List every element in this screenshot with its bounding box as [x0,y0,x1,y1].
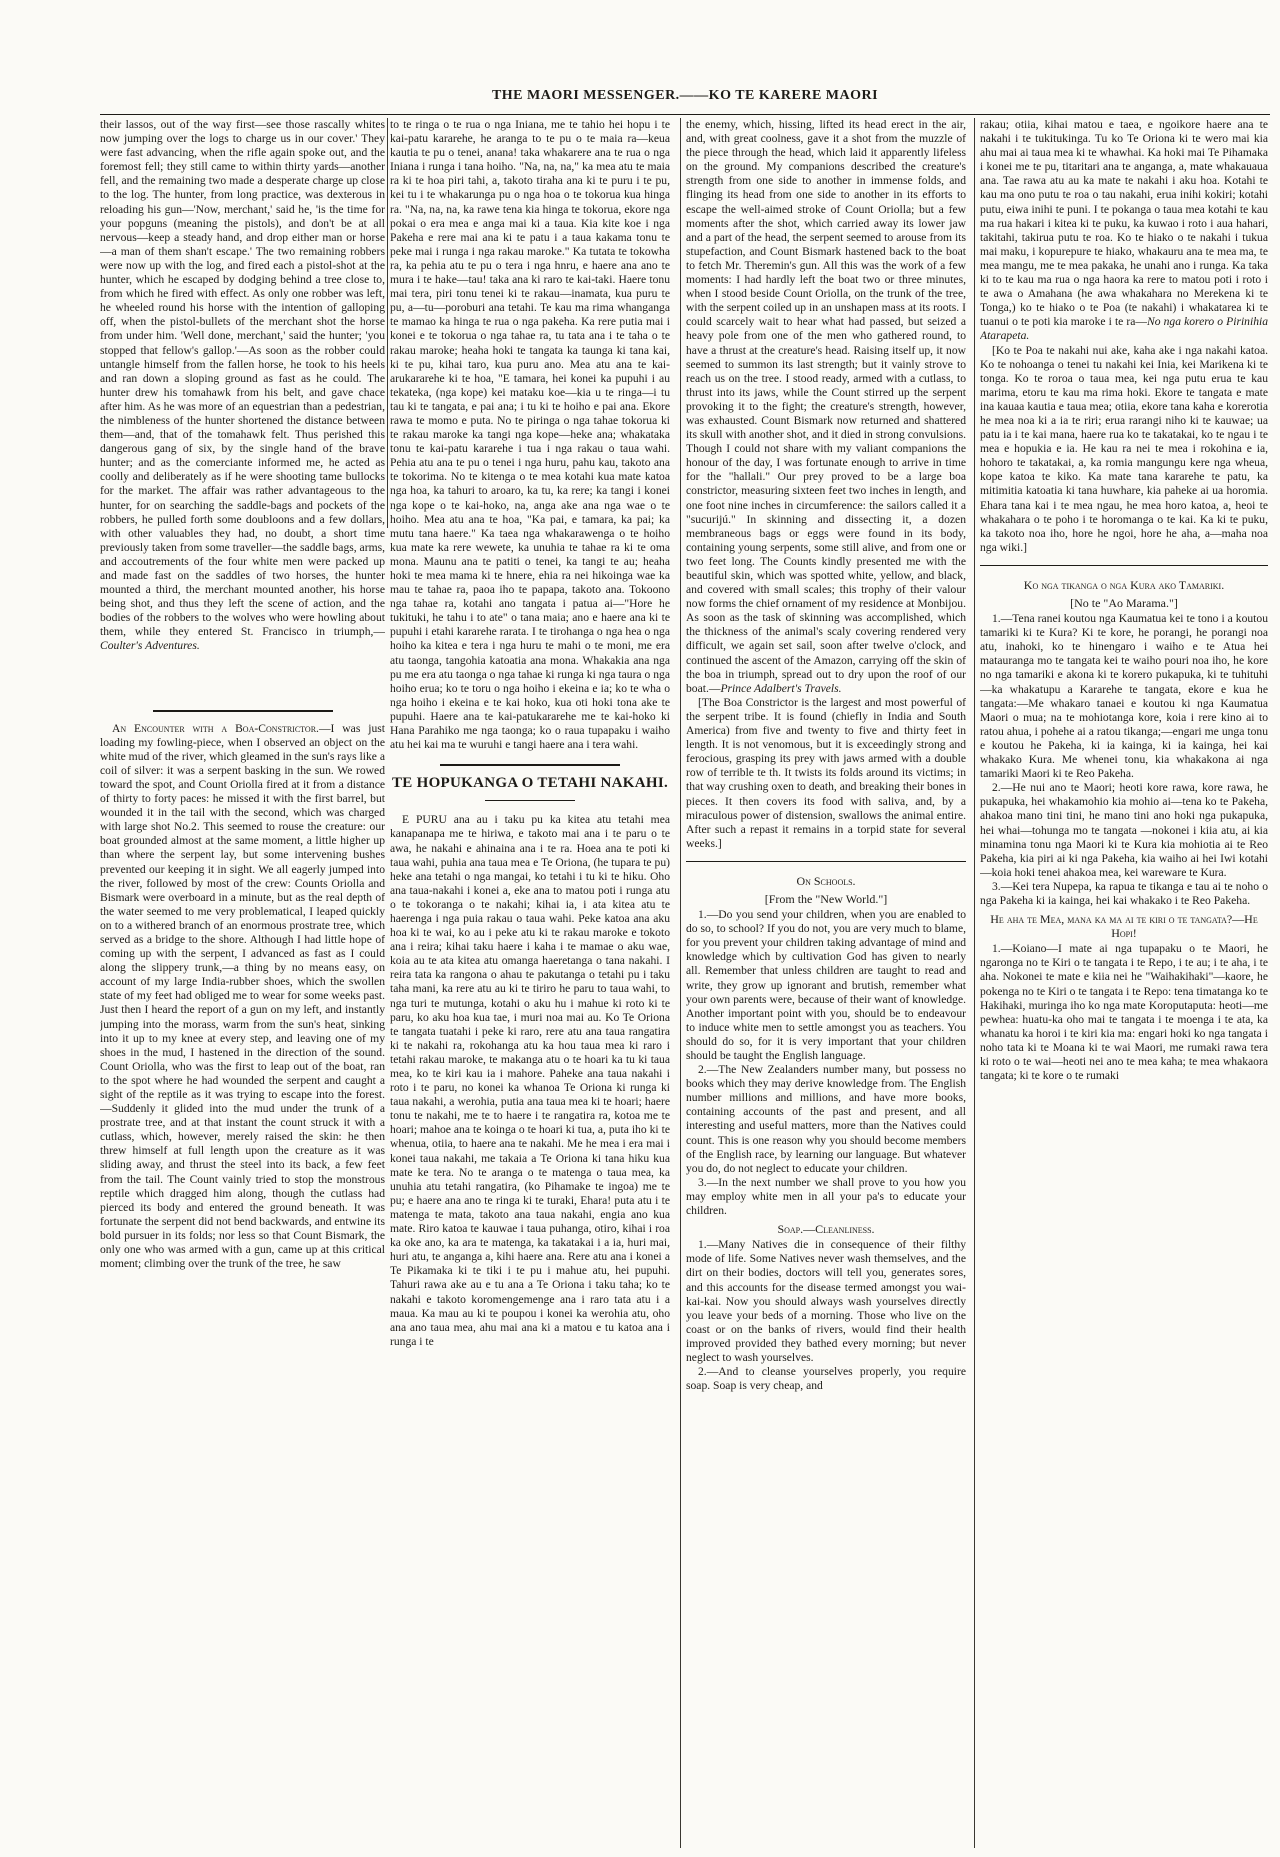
article-source: No nga korero o Pirinihia Atarapeta. [980,315,1268,343]
article-paragraph: 2.—The New Zealanders number many, but possess no books which they may derive knowledge from. The English number millions and millions, and have more books, containing accounts of the past and present, and all interesting and useful matters, more than the Natives could count. This is one reason why you should become members of the English race, by learning our language. But whatever you do, do not neglect to educate your children. [686,1063,966,1175]
article-paragraph: E PURU ana au i taku pu ka kitea atu tetahi mea kanapanapa me te hiriwa, e takoto mai ana i te paru o te awa, he nakahi e ahinaina ana i te ra. Hoea ana te poti ki taua wahi, puhia ana taua mea e Te Oriona, (he tupara te pu) heke ana tetahi o nga mangai, ko tetahi i tu ki te hiku. Oho ana taua-nakahi i konei a, eke ana to matou poti i runga atu o te tokoranga o te nakahi; kihai ia, i ata kitea atu te haerenga i nga puia rakau o taua wahi. Peke katoa ana aku hoa ki te wai, ko au i peke atu ki te rakau maroke e tokoto ana i reira; kihai taku haere i kaha i te mamae o aku wae, koia au te ata kitea atu omanga haeretanga o tana nakahi. I reira tata ka rangona o ahau te pakutanga o tetahi pu i taku taha mani, ka rere atu au ki te tiriro he paru to taua wahi, to nga turi te mutunga, kotahi o aku hu i mahue ki roto ki te paru, ko aku hoa kua tae, i muri noa mai au. Ko Te Oriona te tangata tuatahi i peke ki raro, rere atu ana taua rangatira ki te nakahi ra, rokohanga atu ka hou taua mea ki raro i tetahi rakau maroke, te makanga atu o te hoari ka tu ki taua mea, ko te kiri kau ia i mahore. Paheke ana taua nakahi i roto i te paru, no konei ka whanoa Te Oriona ki runga ki taua nakahi, a werohia, putia ana taua mea ki te hoari; haere tonu te nakahi, me te to haere i te rangatira ra, kotoa me te hoari; mahoe ana te koinga o te hoari ki tua, a, puta iho ki te whenua, otiia, to haere ana te nakahi. Me he mea i era mai i konei taua nakahi, me takaia a Te Oriona ki tana hiku kua mate ke tera. No te aranga o te matenga o taua mea, ka unuhia atu tetahi rangatira, (ko Pihamake te ingoa) me te pu; e haere ana ano te ringa ki te turaki, Ehara! puta atu i te matenga te mata, takoto ana taua nakahi, engia ano kua mate. Riro katoa te kauwae i taua puhanga, otiro, kihai i roa ka oke ano, ka ara te matenga, ka takatakai i a ia, huri mai, huri atu, te anganga a, kihi haere ana. Rere atu ana i konei a Te Pikamaka ki te tiki i te pu i mahue atu, hei pupuhi. Tahuri rawa ake au e tu ana a Te Oriona i taku taha; ko te nakahi e takoto koromengemenge ana i raro tata atu i a maua. Ka mau au ki te poupou i konei ka werohia atu, oho ana ano taua mea, ahu mai ana ki a matou e tu katoa ana i runga i te [390,813,670,1348]
article-paragraph: 1.—Many Natives die in consequence of their filthy mode of life. Some Natives never wash themselves, and the dirt on their bodies, doctors will tell you, generates sores, and this accounts for the disease termed amongst you wai-kai-kai. Now you should always wash yourselves directly you leave your beds of a morning. Those who live on the coast or on the banks of rivers, would find their health improved provided they bathed every morning; but never neglect to wash yourselves. [686,1238,966,1364]
spacer [100,654,385,698]
article-source: Prince Adalbert's Travels. [720,681,842,695]
page-header: THE MAORI MESSENGER.——KO TE KARERE MAORI [100,88,1270,115]
heading-rule [485,800,575,801]
article-paragraph: 2.—And to cleanse yourselves properly, you require soap. Soap is very cheap, and [686,1365,966,1393]
column-2 [390,118,670,1848]
article-paragraph: —I was just loading my fowling-piece, when I observed an object on the white mud of the river, which gleamed in the sun's rays like a coil of silver: it was a serpent basking in the sun. We rowed toward the spot, and Count Oriolla fired at it from a distance of thirty to forty paces: he missed it with the first barrel, but wounded it in the tail with the second, which was charged with large shot No.2. This seemed to rouse the creature: our boat grounded almost at the same moment, a little higher up than where the serpent lay, but some intervening bushes prevented our keeping it in sight. We all eagerly jumped into the river, followed by most of the crew: Counts Oriolla and Bismark were overboard in a minute, but as the real depth of the water seemed to me very problematical, I leaped quickly on to a withered branch of an enormous prostrate tree, which served as a bridge to the shore. Although I had little hope of coming up with the serpent, I advanced as fast as I could along the slippery trunk,—a thing by no means easy, on account of my large India-rubber shoes, which the swollen state of my feet had obliged me to wear for some weeks past. Just then I heard the report of a gun on my left, and instantly jumping into the morass, warm from the sun's heat, sinking into it up to my knee at every step, and leaving one of my shoes in the mud, I hastened in the direction of the sound. Count Oriolla, who was the first to leap out of the boat, ran to the spot where he had wounded the serpent and caught a sight of the reptile as it was trying to escape into the forest.—Suddenly it glided into the mud under the trunk of a prostrate tree, and at that instant the count struck it with a cutlass, which, however, merely raised the skin: he then threw himself at full length upon the creature as it was sliding away, and thrust the steel into its back, a few feet from the tail. The Count vainly tried to stop the monstrous reptile which dragged him along, though the cutlass had pierced its body and entered the ground beneath. It was fortunate the serpent did not bend backwards, and entwine its bold pursuer in its folds; nor less so that Count Bismark, the only one who was armed with a gun, came up at this critical moment; climbing over the trunk of the tree, he saw [100,721,385,1271]
article-text [980,118,1268,344]
column-4 [980,118,1268,1848]
article-paragraph: 3.—In the next number we shall prove to you how you may employ white men in all your pa's to educate your children. [686,1175,966,1218]
column-rule [974,118,975,1848]
article-heading: TE HOPUKANGA O TETAHI NAKAHI. [391,775,669,792]
column-rule [387,118,388,528]
article-paragraph: 1.—Koiano—I mate ai nga tupapaku o te Maori, he ngaronga no te Kiri o te tangata i te Repo, i te au; i te aha, i te aha. Nokonei te mate e kiia nei he "Waihakihaki"—kaore, he pokenga no te Kiri o te tangata i te Repo: tena timatanga ko te Hakihaki, muringa iho ko nga mate Koroputaputa: heoti—me pewhea: huatu-ka oho mai te tangata i te moenga i te ata, ka whanatu ka horoi i te kiri kia ma: engari hoki ko nga tangata i noho tata ki te Moana ki te wai Maori, me rumaki rawa tera ki roto o te wai—heoti nei ano te mea kaha; te mea whakaora tangata; ki te kore o te rumaki [980,942,1268,1083]
section-source: [From the "New World."] [764,891,888,906]
article-paragraph: 1.—Tena ranei koutou nga Kaumatua kei te tono i a koutou tamariki ki te Kura? Ki te kore, he porangi, he porangi noa atu, inahoki, ko te hinengaro i waiho e te Atua hei matauranga mo te tangata kei te waiho pouri noa iho, he kore no nga tamariki e akona ki te korero pukapuka, ki te tuhituhi —ka whakatupu a Kararehe te tangata, ekore e kua he tangata:—Me whakaro tanaei e koutou ki nga Kaumatua Maori o mua; na te mohiotanga kore, koia i rere kino ai to ratou ahua, i pohehe ai a ratou tikanga;—engari me unga tonu e koutou he Pakeha, ki ia kainga, ki ia kainga, hei kai whakako Kura. Me whenei tonu, kia whakakona ai nga tamariki Maori ki te Reo Pakeha. [980,612,1268,781]
article-separator [980,565,1268,566]
section-heading: On Schools. [796,873,856,888]
article-text [686,118,966,696]
section-heading: He aha te Mea, mana ka ma ai te kiri o te tangata?—He Hopi! [990,912,1258,941]
editorial-note: [Ko te Poa te nakahi nui ake, kaha ake i nga nakahi katoa. Ko te nohoanga o tenei tu nakahi kei Inia, kei Marikena ki te tonga. Ko te roroa o taua mea, kei nga putu erua te kau marima, etoru te kau ma rima hoki. Ekore te tangata e mate ina kauaa kautia e taua mea; otiia, ekore tana kaha e korerotia he mea noa ki a ia te riri; erua rarangi niho ki te kauwae; ua patu ia i te kai mana, haere rua ko te takatakai, ko te ngau i te mea e hopukia e ia. He kau ra nei te mea i rokohina e ia, hohoro te takatakai, a, ka romia mangungu kere nga wheua, kope katoa te kiko. Ka mate tana kararehe te patu, ka mitimitia katoatia ki tana huwhare, kia paheke ai ua horomia. Ehara tana kai i te mea ngau, he mea horo katoa, a, heoi te whakahara o te poho i te horomanga o te kai. Ka ki te puku, ka takoto noa iho, hore he ngoi, hore he aha, a—maha noa nga wiki.] [980,343,1268,554]
section-source: [No te "Ao Marama."] [1070,596,1178,610]
article-paragraph: rakau; otiia, kihai matou e taea, e ngoikore haere ana te nakahi i te tukitukinga. Tu ko Te Oriona ki te wero mai kia ahu mai ai taua mea ki te whawhai. Ka hoki mai Te Pihamaka i konei me te pu, titaritari ana te anganga, a, mate whakauaua ana. Tae rawa atu au ka mate te nakahi i aku hoa. Kotahi te kau ma ono putu te roa o tau nakahi, erua inihi kokiri; kotahi putu, eiwa inihi te puni. I te pokanga o taua mea kotahi te kau ma rua hakari i kitea ki te puku, ka kuwao i roto i aua hahari, takitahi, takirua putu te roa. Ko te hiako o te nakahi i tukua mai maku, i kopurepure te hiako, whakauru ana te mea ma, te mea mangu, me te mea pakaka, he unahi ano i runga. Ka taka ki to te kau ma rua o nga haora ka rere to matou poti i roto i te awa o Amahana (he awa whakahara no Merekena ki te Tonga,) ko te hiako o te Poa (te nakahi) i whakatarea ki te tuanui o te poti kia maroke i te ra— [980,118,1268,329]
article-source: Coulter's Adventures. [100,639,200,653]
article-paragraph: to te ringa o te rua o nga Iniana, me te tahio hei hopu i te kai-patu kararehe, he aranga to te pu o te maia ra—keua kautia te pu o tenei, anana! taka whakarere ana te rua o nga Iniana i runga i tana hoiho. "Na, na, na," ka mea atu te maia ra ki te hoa piri tahi, a, takoto tiraha ana ki te puru i te pu, kei tu i te whakarunga pu o nga hoa o te tokorua kua hinga ra. "Na, na, na, ka rawe tena kia hinga te tokorua, ekore nga pokai o era mea e anga mai ki a taua. Kia kite koe i nga Pakeha e rere mai ana ki te patu i a taua kakama tonu te peke mai i runga i nga rakau maroke." Ka tutata te tokowha ra, ka pehia atu te pu o tera i nga hnru, e haere ana ano te mura i te hake—tau! taka ana ki raro te kai-taki. Haere tonu mai tera, piri tonu tenei ki te rakau—inamata, kua puru te pu, a—tu—poroburi ana tetahi. Te kau ma rima whanganga te mamao ka hinga te rua o nga pakeha. Ka rere putia mai i konei e te tokorua o nga tahae ra, tu tata ana i te taha o te rakau maroke; heaha hoki te tangata ka taunga ki tana kai, ki te pu, kihai taro, kua puru ano. Mea atu ana te kai-arukararehe ki te hoa, "E tamara, hei konei ka pupuhi i au tekateka, (nga kope) kei mataku koe—kia u te ringa—i tu tau ki te tangata, e pai ana; i tu ki te hoiho e pai ana. Ekore rawa te momo e puta. No te piringa o nga tahae tokorua ki te rakau maroke ka tangi nga kope—heke ana; whakataka tonu te kai-patu kararehe i tua i nga rakau o taua wahi. Pehia atu ana te pu o tenei i nga huru, pahu kau, takoto ana te tokorima. No te kitenga o te mea kotahi kua mate katoa nga hoa, ka tahuri to aroaro, ka tu, ka rere; ka tangi i konei nga kope o te kai-hoko, na, anga ake ana nga wae o te hoiho. Mea atu ana te hoa, "Ka pai, e tamara, ka pai; ka mutu tana haere." Ka taea nga whakarawenga o te hoiho kua mate ka rere wewete, ka unuhia te tahae ra ki te oma mona. Maunu ana te patiti o tenei, ka tangi te au; heaha hoki te mea mama ki te hnere, ehia ra nei hikoinga wae ka mau te tahae ra, paoa iho te papapa, takoto ana. Tokoono nga tahae ra, kotahi ano tangata i patua ai—"Hore he tukituki, he tahu i to ate" o tana maia; ano e haere ana ki te pupuhi i etahi kararehe rarata. I te tirohanga o nga hea o nga hoiho ka kitea e tera i nga huru te mahi o te moni, me era atu taonga, tangohia katoatia ana mona. Whakakia ana nga pu me era atu taonga o nga tahae ki runga ki nga taura o nga hoiho erua; ko te toru o nga hoiho i ekeina e ia; ko te wha o nga hoiho i ekeina e te kai hoko, kua oti hoki tona ake te pupuhi. Haere ana te kai-patukararehe me te kai-hoko ki Hana Parahiko me nga taonga; ko o raua tupapaku i waiho atu hei kai ma te wuruhi e tangi haere ana i tera wahi. [390,118,670,752]
section-heading: Soap.—Cleanliness. [777,1222,875,1237]
article-separator [686,861,966,862]
article-heading: An Encounter with a Boa-Constrictor. [112,721,319,735]
article-paragraph: their lassos, out of the way first—see those rascally whites now jumping over the logs to charge us in our cover.' They were fast advancing, when the rifle again spoke out, and the foremost fell; they still came to within thirty yards—another fell, and the remaining two made a desperate charge up close to the log. The hunter, from long practice, was dexterous in reloading his gun—'Now, merchant,' said he, 'is the time for your popguns (meaning the pistols), and don't be at all nervous—keep a steady hand, and drop either man or horse—a man of them shan't escape.' The two remaining robbers were now up with the log, and fired each a pistol-shot at the hunter, which he escaped by dodging behind a tree close to, from which he fired with effect. As only one robber was left, he wheeled round his horse with the intention of galloping off, when the pistol-bullets of the merchant shot the horse from under him. 'Well done, merchant,' said the hunter; 'you stopped that fellow's gallop.'—As soon as the robber could untangle himself from the fallen horse, he took to his heels and ran down a sloping ground as fast as he could. The hunter drew his tomahawk from his belt, and gave chace after him. As he was more of an equestrian than a pedestrian, the nimbleness of the hunter shortened the distance between them—and, that of the tomahawk felt. Thus perished this dangerous gang of six, by the single hand of the brave hunter; and as the comerciante informed me, he acted as coolly and deliberately as if he were shooting tame bullocks for the market. The affair was rather advantageous to the hunter, for on searching the saddle-bags and pockets of the robbers, he pulled forth some doubloons and a few dollars, with other valuables they had, no doubt, a short time previously taken from some traveller—the saddle bags, arms, and accoutrements of the four white men were packed up and made fast on the saddles of two horses, the hunter mounted a third, the merchant mounted another, his horse being shot, and thus they left the scene of action, and the bodies of the robbers to the wolves who were howling about them, while they entered St. Francisco in triumph,— [100,118,385,639]
article-paragraph: 2.—He nui ano te Maori; heoti kore rawa, kore rawa, he pukapuka, hei whakamohio kia mohio ai—tena ko te Pakeha, ahakoa mano tini tini, he mano tini ano hoki nga pukapuka, hei whai—tohunga mo te tangata —nokonei i kiia atu, ai kia minamina tonu nga Maori ki te Kura kia mohiotia ai te Reo Pakeha, kia piri ai ki nga Pakeha, kia waiho ai hei Iwi kotahi—koia hoki tenei ahakoa mea, kei wareware te Kura. [980,781,1268,879]
column-1 [100,118,385,1848]
article-text [100,722,385,1272]
section-heading: Ko nga tikanga o nga Kura ako Tamariki. [1023,577,1225,592]
column-3 [686,118,966,1848]
article-text [100,118,385,654]
article-paragraph: 1.—Do you send your children, when you are enabled to do so, to school? If you do not, you are very much to blame, for you prevent your children taking advantage of mind and knowledge which by cultivation God has given to nearly all. Remember that unless children are taught to read and write, they grow up ignorant and brutish, remember what your own parents were, because of their want of knowledge. Another important point with you, should be to endeavour to induce white men to settle amongst you as teachers. You should do so, for it is very important that your children should be taught the English language. [686,908,966,1062]
article-separator [153,710,333,712]
column-rule [680,118,681,1848]
editorial-note: [The Boa Constrictor is the largest and most powerful of the serpent tribe. It is found (chiefly in India and South America) from five and twenty to five and thirty feet in length. It is not venomous, but it is exceedingly strong and ferocious, grasping its prey with jaws armed with a double row of terrible te th. It twists its folds around its victims; in that way crushing oxen to death, and breaking their bones in pieces. It then covers its food with saliva, and, by a miraculous power of distension, swallows the animal entire. After such a repast it remains in a torpid state for several weeks.] [686,695,966,850]
article-paragraph: the enemy, which, hissing, lifted its head erect in the air, and, with great coolness, gave it a shot from the muzzle of the piece through the head, which laid it apparently lifeless on the ground. My companions described the creature's strength from one side to another in immense folds, and flinging its head from one side to another in its efforts to escape the well-aimed stroke of Count Oriolla; but a few moments after the shot, which carried away its lower jaw and a part of the head, the serpent seemed to arouse from its stupefaction, and Count Bismark hastened back to the boat to fetch Mr. Theremin's gun. All this was the work of a few moments: I had hardly left the boat two or three minutes, when I stood beside Count Oriolla, on the trunk of the tree, with the serpent coiled up in an unshapen mass at its roots. I could scarcely wait to hear what had passed, but seized a heavy pole from one of the men who gathered round, to have a thrust at the creature's head. Raising itself up, it now seemed to summon its last strength; but it vainly strove to reach us on the tree. I stood ready, armed with a cutlass, to thrust into its jaws, while the Count stirred up the serpent provoking it to the fight; the creature's strength, however, was exhausted. Count Bismark now returned and shattered its skull with another shot, and it died in strong convulsions. Though I could not share with my valiant companions the honour of the day, I was fortunate enough to arrive in time for the "hallali." Our prey proved to be a large boa constrictor, measuring sixteen feet two inches in length, and one foot nine inches in circumference: the sailors called it a "sucurijú." In skinning and dissecting it, a dozen membraneous bags or eggs were found in its body, containing young serpents, some still alive, and from one or two feet long. The Counts kindly presented me with the beautiful skin, which was spotted white, yellow, and black, and covered with small scales; this trophy of their valour now forms the chief ornament of my residence at Monbijou. As soon as the task of skinning was accomplished, which the thickness of the animal's scaly covering rendered very difficult, we again set sail, soon after twelve o'clock, and continued the ascent of the Amazon, carrying off the skin of the boa in triumph, spread out to dry upon the roof of our boat.— [686,118,966,695]
article-paragraph: 3.—Kei tera Nupepa, ka rapua te tikanga e tau ai te noho o nga Pakeha ki ia kainga, hei kai whakako i te Reo Pakeha. [980,879,1268,907]
article-separator [440,764,620,766]
